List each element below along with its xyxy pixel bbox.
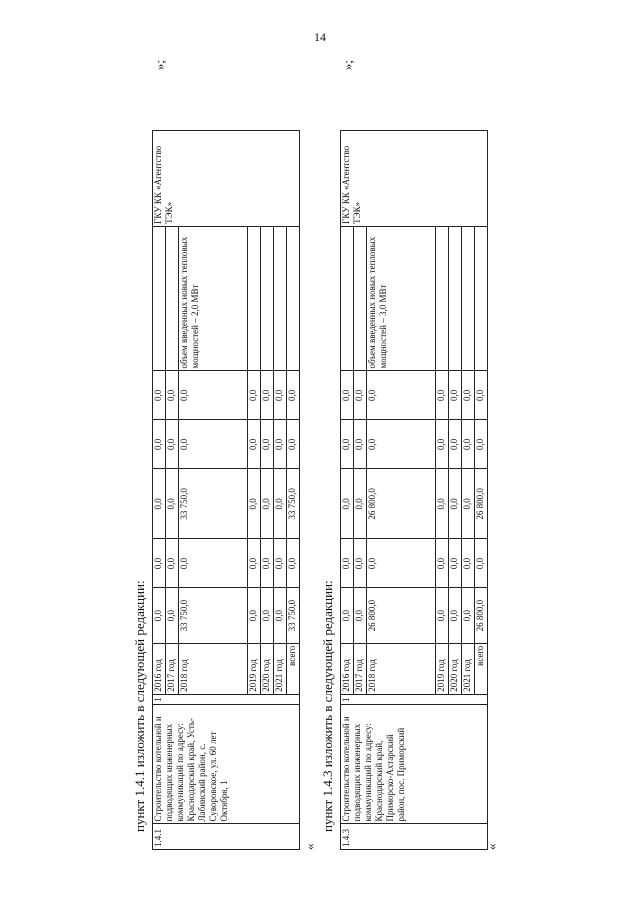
value-local: 0,0 bbox=[166, 420, 179, 469]
value-total: 0,0 bbox=[261, 588, 274, 643]
indicator-cell bbox=[436, 226, 449, 371]
value-local: 0,0 bbox=[287, 420, 300, 469]
value-local: 0,0 bbox=[274, 420, 287, 469]
sub-number: 1 bbox=[341, 694, 488, 705]
value-other: 0,0 bbox=[274, 371, 287, 420]
value-regional: 33 750,0 bbox=[179, 469, 248, 539]
value-federal: 0,0 bbox=[287, 539, 300, 588]
value-total: 0,0 bbox=[462, 588, 475, 643]
program-table bbox=[340, 130, 488, 850]
value-total: 0,0 bbox=[449, 588, 462, 643]
value-other: 0,0 bbox=[248, 371, 261, 420]
value-regional: 33 750,0 bbox=[287, 469, 300, 539]
value-local: 0,0 bbox=[354, 420, 367, 469]
value-federal: 0,0 bbox=[354, 539, 367, 588]
value-total: 0,0 bbox=[153, 588, 166, 643]
value-total: 0,0 bbox=[341, 588, 354, 643]
value-total: 33 750,0 bbox=[179, 588, 248, 643]
value-other: 0,0 bbox=[153, 371, 166, 420]
value-federal: 0,0 bbox=[341, 539, 354, 588]
indicator-cell: объем введенных новых тепловых мощностей – 3,0 МВт bbox=[367, 226, 436, 371]
value-total: 0,0 bbox=[436, 588, 449, 643]
value-regional: 0,0 bbox=[354, 469, 367, 539]
value-federal: 0,0 bbox=[367, 539, 436, 588]
page-number: 14 bbox=[314, 30, 326, 44]
value-federal: 0,0 bbox=[475, 539, 488, 588]
rotated-content bbox=[130, 60, 510, 860]
value-other: 0,0 bbox=[436, 371, 449, 420]
indicator-cell bbox=[153, 226, 166, 371]
value-total: 0,0 bbox=[354, 588, 367, 643]
value-federal: 0,0 bbox=[274, 539, 287, 588]
close-quote: »; bbox=[152, 60, 167, 71]
year-cell: 2017 год bbox=[354, 643, 367, 694]
value-total: 26 800,0 bbox=[367, 588, 436, 643]
year-cell: 2018 год bbox=[179, 643, 248, 694]
value-federal: 0,0 bbox=[261, 539, 274, 588]
value-local: 0,0 bbox=[261, 420, 274, 469]
indicator-cell bbox=[166, 226, 179, 371]
year-cell: 2018 год bbox=[367, 643, 436, 694]
table-row bbox=[153, 131, 166, 850]
value-other: 0,0 bbox=[261, 371, 274, 420]
executor: ГКУ КК «Агентство ТЭК» bbox=[153, 131, 300, 227]
year-cell: 2021 год bbox=[462, 643, 475, 694]
year-cell: 2020 год bbox=[449, 643, 462, 694]
value-federal: 0,0 bbox=[153, 539, 166, 588]
value-other: 0,0 bbox=[287, 371, 300, 420]
year-cell: всего bbox=[287, 643, 300, 694]
block-heading: пункт 1.4.1 изложить в следующей редакции: bbox=[132, 580, 147, 832]
open-quote: « bbox=[484, 843, 499, 850]
value-total: 0,0 bbox=[248, 588, 261, 643]
value-regional: 0,0 bbox=[462, 469, 475, 539]
block-heading: пункт 1.4.3 изложить в следующей редакции: bbox=[320, 580, 335, 832]
value-total: 0,0 bbox=[274, 588, 287, 643]
year-cell: 2017 год bbox=[166, 643, 179, 694]
value-federal: 0,0 bbox=[462, 539, 475, 588]
value-other: 0,0 bbox=[166, 371, 179, 420]
indicator-cell bbox=[287, 226, 300, 371]
year-cell: 2019 год bbox=[248, 643, 261, 694]
value-regional: 0,0 bbox=[261, 469, 274, 539]
indicator-cell bbox=[274, 226, 287, 371]
value-regional: 0,0 bbox=[436, 469, 449, 539]
value-regional: 0,0 bbox=[248, 469, 261, 539]
value-regional: 0,0 bbox=[449, 469, 462, 539]
indicator-cell bbox=[462, 226, 475, 371]
value-local: 0,0 bbox=[248, 420, 261, 469]
program-table bbox=[152, 130, 300, 850]
year-cell: 2019 год bbox=[436, 643, 449, 694]
value-federal: 0,0 bbox=[179, 539, 248, 588]
sub-number: 1 bbox=[153, 694, 300, 705]
indicator-cell bbox=[475, 226, 488, 371]
indicator-cell bbox=[449, 226, 462, 371]
open-quote: « bbox=[302, 843, 317, 850]
value-other: 0,0 bbox=[475, 371, 488, 420]
row-id: 1.4.1 bbox=[153, 824, 300, 850]
year-cell: 2021 год bbox=[274, 643, 287, 694]
value-other: 0,0 bbox=[449, 371, 462, 420]
executor: ГКУ КК «Агентство ТЭК» bbox=[341, 131, 488, 227]
value-other: 0,0 bbox=[462, 371, 475, 420]
value-federal: 0,0 bbox=[248, 539, 261, 588]
value-other: 0,0 bbox=[179, 371, 248, 420]
value-local: 0,0 bbox=[475, 420, 488, 469]
value-other: 0,0 bbox=[341, 371, 354, 420]
row-id: 1.4.3 bbox=[341, 824, 488, 850]
value-regional: 26 800,0 bbox=[475, 469, 488, 539]
amendment-block-1-4-1 bbox=[130, 60, 317, 860]
year-cell: 2016 год bbox=[153, 643, 166, 694]
value-federal: 0,0 bbox=[449, 539, 462, 588]
value-federal: 0,0 bbox=[166, 539, 179, 588]
event-name: Строительство котельной и подводящих инженерных коммуникаций по адресу: Краснодарский край, Приморско-Ахтарский район, пос. Приморский bbox=[341, 705, 488, 824]
value-total: 0,0 bbox=[166, 588, 179, 643]
value-other: 0,0 bbox=[354, 371, 367, 420]
indicator-cell bbox=[261, 226, 274, 371]
amendment-block-1-4-3 bbox=[318, 60, 499, 860]
value-local: 0,0 bbox=[449, 420, 462, 469]
value-total: 26 800,0 bbox=[475, 588, 488, 643]
value-regional: 0,0 bbox=[341, 469, 354, 539]
value-regional: 0,0 bbox=[153, 469, 166, 539]
year-cell: всего bbox=[475, 643, 488, 694]
table-row bbox=[341, 131, 354, 850]
indicator-cell bbox=[341, 226, 354, 371]
value-local: 0,0 bbox=[436, 420, 449, 469]
value-other: 0,0 bbox=[367, 371, 436, 420]
value-regional: 26 800,0 bbox=[367, 469, 436, 539]
indicator-cell bbox=[248, 226, 261, 371]
event-name: Строительство котельной и подводящих инженерных коммуникаций по адресу: Краснодарский край, Усть-Лабинский район, с. Суворовское, ул. 60 лет Октября, 1 bbox=[153, 705, 300, 824]
value-local: 0,0 bbox=[153, 420, 166, 469]
year-cell: 2020 год bbox=[261, 643, 274, 694]
value-local: 0,0 bbox=[341, 420, 354, 469]
value-local: 0,0 bbox=[367, 420, 436, 469]
value-regional: 0,0 bbox=[274, 469, 287, 539]
value-regional: 0,0 bbox=[166, 469, 179, 539]
close-quote: »; bbox=[340, 60, 355, 71]
indicator-cell bbox=[354, 226, 367, 371]
indicator-cell: объем введенных новых тепловых мощностей – 2,0 МВт bbox=[179, 226, 248, 371]
value-federal: 0,0 bbox=[436, 539, 449, 588]
value-local: 0,0 bbox=[462, 420, 475, 469]
value-total: 33 750,0 bbox=[287, 588, 300, 643]
year-cell: 2016 год bbox=[341, 643, 354, 694]
value-local: 0,0 bbox=[179, 420, 248, 469]
